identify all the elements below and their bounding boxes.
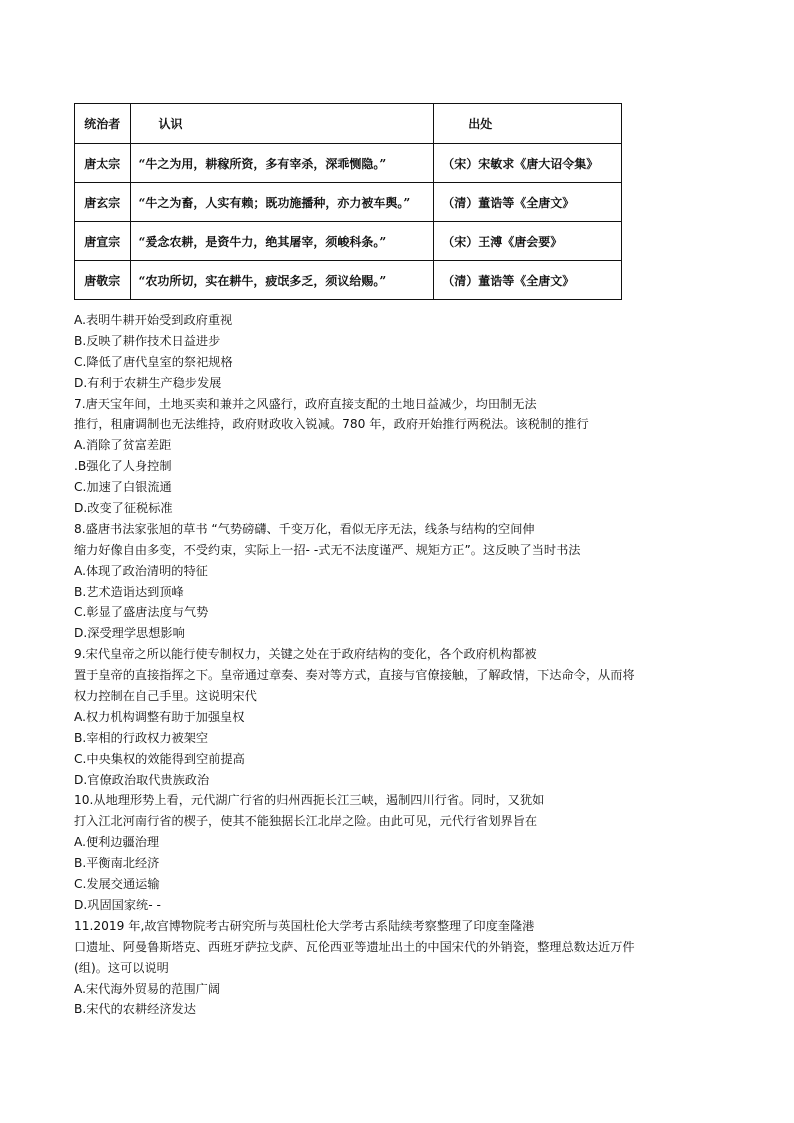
text-line: D.有利于农耕生产稳步发展 xyxy=(74,375,222,390)
text-line: 口遗址、阿曼鲁斯塔克、西班牙萨拉戈萨、瓦伦西亚等遗址出土的中国宋代的外销瓷，整理总数达近万件 xyxy=(74,939,635,954)
text-line: A.权力机构调整有助于加强皇权 xyxy=(74,709,245,724)
text-line: 9.宋代皇帝之所以能行使专制权力，关键之处在于政府结构的变化，各个政府机构都被 xyxy=(74,647,537,662)
cell-ruler: 唐敬宗 xyxy=(75,261,131,300)
text-line: D.巩固国家统- - xyxy=(74,897,161,912)
text-line: A.消除了贫富差距 xyxy=(74,438,172,453)
text-line: A.体现了政治清明的特征 xyxy=(74,563,208,578)
text-line: B.宰相的行政权力被架空 xyxy=(74,730,209,745)
cell-ruler: 唐玄宗 xyxy=(75,183,131,222)
text-line: A.表明牛耕开始受到政府重视 xyxy=(74,313,233,327)
cell-view: “爰念农耕，是资牛力，绝其屠宰，须峻科条。” xyxy=(130,222,434,261)
text-line: A.便利边疆治理 xyxy=(74,835,160,850)
text-line: 11.2019 年,故宫博物院考古研究所与英国杜伦大学考古系陆续考察整理了印度奎隆港 xyxy=(74,918,535,933)
cell-source: （宋）王溥《唐会要》 xyxy=(434,222,622,261)
text-line: 置于皇帝的直接指挥之下。皇帝通过章奏、奏对等方式，直接与官僚接触，了解政情，下达命令，从而将 xyxy=(74,668,635,683)
table-row xyxy=(75,144,622,183)
table-row xyxy=(75,183,622,222)
text-line: C.发展交通运输 xyxy=(74,877,160,892)
text-line: C.加速了白银流通 xyxy=(74,480,172,495)
text-line: C.中央集权的效能得到空前提高 xyxy=(74,751,245,766)
question-text xyxy=(74,310,764,1020)
header-ruler: 统治者 xyxy=(75,104,131,144)
text-line: B.艺术造诣达到顶峰 xyxy=(74,584,184,599)
table-header-row xyxy=(75,104,622,144)
header-source: 出处 xyxy=(434,104,622,144)
text-line: 8.盛唐书法家张旭的草书 “气势磅礴、千变万化，看似无序无法，线条与结构的空间伸 xyxy=(74,521,535,536)
text-line: C.降低了唐代皇室的祭祀规格 xyxy=(74,354,233,369)
text-line: 推行，租庸调制也无法维持，政府财政收入锐减。780 年，政府开始推行两税法。该税制的推行 xyxy=(74,417,589,432)
text-line: A.宋代海外贸易的范围广阔 xyxy=(74,981,221,996)
text-line: 缩力好像自由多变，不受约束，实际上一招- -式无不法度谨严、规矩方正”。这反映了当时书法 xyxy=(74,542,581,557)
text-line: .B强化了人身控制 xyxy=(74,459,172,474)
text-line: (组)。这可以说明 xyxy=(74,960,169,975)
cell-ruler: 唐太宗 xyxy=(75,144,131,183)
text-line: D.深受理学思想影响 xyxy=(74,626,185,641)
cell-source: （宋）宋敏求《唐大诏令集》 xyxy=(434,144,622,183)
text-line: 权力控制在自己手里。这说明宋代 xyxy=(74,689,257,704)
cell-source: （清）董诰等《全唐文》 xyxy=(434,183,622,222)
cell-view: “牛之为畜，人实有赖；既功施播种，亦力被车舆。” xyxy=(130,183,434,222)
text-line: D.官僚政治取代贵族政治 xyxy=(74,772,210,787)
text-line: B.宋代的农耕经济发达 xyxy=(74,1002,196,1017)
table-row xyxy=(75,261,622,300)
text-line: 打入江北河南行省的楔子，使其不能独据长江北岸之险。由此可见，元代行省划界旨在 xyxy=(74,814,538,829)
text-line: 7.唐天宝年间，土地买卖和兼并之风盛行，政府直接支配的土地日益减少，均田制无法 xyxy=(74,396,537,411)
text-line: B.反映了耕作技术日益进步 xyxy=(74,333,221,348)
text-line: 10.从地理形势上看，元代湖广行省的归州西扼长江三峡，遏制四川行省。同时，又犹如 xyxy=(74,793,545,808)
header-view: 认识 xyxy=(130,104,434,144)
text-line: C.彰显了盛唐法度与气势 xyxy=(74,605,209,620)
ruler-views-table xyxy=(74,103,622,300)
cell-view: “农功所切，实在耕牛，疲氓多乏，须议给赐。” xyxy=(130,261,434,300)
text-line: B.平衡南北经济 xyxy=(74,856,160,871)
cell-source: （清）董诰等《全唐文》 xyxy=(434,261,622,300)
text-line: D.改变了征税标准 xyxy=(74,501,173,516)
table-row xyxy=(75,222,622,261)
cell-view: “牛之为用，耕稼所资，多有宰杀，深乖恻隐。” xyxy=(130,144,434,183)
cell-ruler: 唐宣宗 xyxy=(75,222,131,261)
